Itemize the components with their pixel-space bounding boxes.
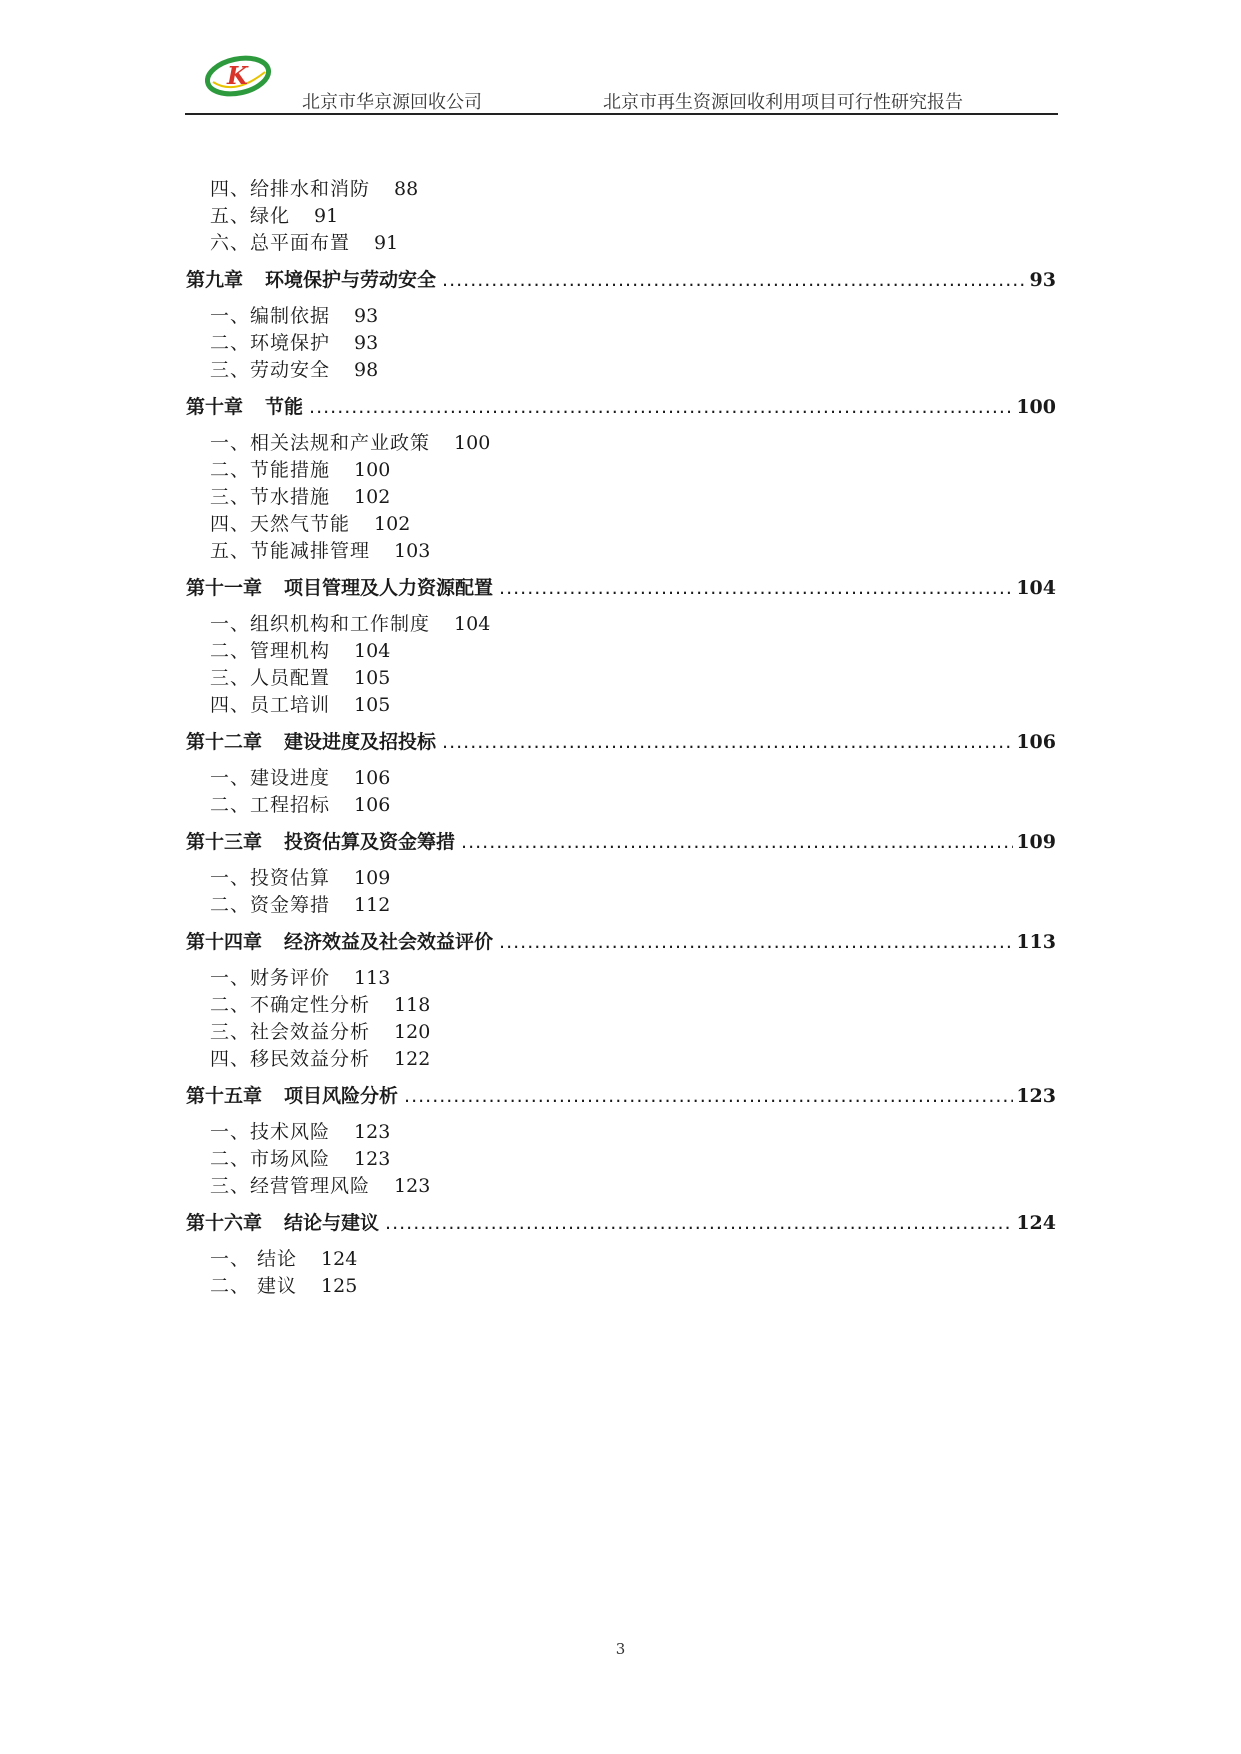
toc-section-label: 五、绿化 xyxy=(210,205,291,227)
toc-section-label: 三、社会效益分析 xyxy=(210,1021,371,1043)
toc-section-page: 102 xyxy=(374,513,411,535)
toc-section-label: 四、给排水和消防 xyxy=(210,178,371,200)
toc-chapter-number: 第十四章 xyxy=(186,931,263,953)
toc-dot-leader xyxy=(309,396,1013,418)
toc-section-item[interactable] xyxy=(186,690,1056,717)
toc-section-page: 113 xyxy=(354,967,391,989)
toc-section-page: 120 xyxy=(394,1021,431,1043)
toc-chapter-entry[interactable] xyxy=(186,392,1056,420)
toc-section-label: 四、移民效益分析 xyxy=(210,1048,371,1070)
toc-section-item[interactable] xyxy=(186,328,1056,355)
toc-chapter-entry[interactable] xyxy=(186,1081,1056,1109)
toc-chapter-title: 项目风险分析 xyxy=(284,1085,399,1107)
toc-chapter-page: 106 xyxy=(1016,731,1056,753)
toc-section-page: 103 xyxy=(394,540,431,562)
toc-chapter-page: 100 xyxy=(1016,396,1056,418)
toc-section-page: 123 xyxy=(354,1148,391,1170)
toc-section-page: 93 xyxy=(354,332,379,354)
toc-section-item[interactable] xyxy=(186,1144,1056,1171)
toc-section-label: 一、 结论 xyxy=(210,1248,298,1270)
toc-section-label: 二、管理机构 xyxy=(210,640,331,662)
toc-chapter-title: 节能 xyxy=(265,396,304,418)
toc-section-item[interactable] xyxy=(186,636,1056,663)
toc-chapter-entry[interactable] xyxy=(186,727,1056,755)
toc-section-item[interactable] xyxy=(186,1244,1056,1271)
toc-section-item[interactable] xyxy=(186,482,1056,509)
toc-section-page: 109 xyxy=(354,867,391,889)
toc-section-page: 93 xyxy=(354,305,379,327)
toc-chapter-page: 93 xyxy=(1029,269,1056,291)
toc-section-label: 三、经营管理风险 xyxy=(210,1175,371,1197)
toc-section-item[interactable] xyxy=(186,455,1056,482)
toc-section-label: 一、建设进度 xyxy=(210,767,331,789)
toc-section-label: 二、环境保护 xyxy=(210,332,331,354)
toc-section-item[interactable] xyxy=(186,1271,1056,1298)
toc-section-page: 104 xyxy=(454,613,491,635)
toc-section-label: 一、组织机构和工作制度 xyxy=(210,613,431,635)
toc-section-item[interactable] xyxy=(186,790,1056,817)
toc-section-label: 一、相关法规和产业政策 xyxy=(210,432,431,454)
toc-section-item[interactable] xyxy=(186,536,1056,563)
toc-chapter-number: 第十六章 xyxy=(186,1212,263,1234)
toc-section-item[interactable] xyxy=(186,1017,1056,1044)
toc-section-item[interactable] xyxy=(186,509,1056,536)
toc-section-page: 91 xyxy=(314,205,339,227)
toc-chapter-title: 投资估算及资金筹措 xyxy=(284,831,456,853)
toc-section-page: 98 xyxy=(354,359,379,381)
toc-section-item[interactable] xyxy=(186,890,1056,917)
toc-chapter-number: 第十章 xyxy=(186,396,244,418)
toc-section-label: 一、技术风险 xyxy=(210,1121,331,1143)
toc-section-page: 125 xyxy=(321,1275,358,1297)
toc-chapter-entry[interactable] xyxy=(186,265,1056,293)
toc-chapter-entry[interactable] xyxy=(186,827,1056,855)
toc-section-label: 一、投资估算 xyxy=(210,867,331,889)
toc-section-label: 一、编制依据 xyxy=(210,305,331,327)
toc-section-page: 100 xyxy=(354,459,391,481)
toc-chapter-page: 104 xyxy=(1016,577,1056,599)
toc-section-page: 112 xyxy=(354,894,391,916)
toc-section-label: 五、节能减排管理 xyxy=(210,540,371,562)
toc-section-item[interactable] xyxy=(186,1044,1056,1071)
toc-section-label: 四、员工培训 xyxy=(210,694,331,716)
toc-section-label: 三、劳动安全 xyxy=(210,359,331,381)
toc-section-page: 122 xyxy=(394,1048,431,1070)
toc-chapter-entry[interactable] xyxy=(186,1208,1056,1236)
toc-chapter-number: 第十三章 xyxy=(186,831,263,853)
page-number: 3 xyxy=(615,1640,626,1658)
toc-section-page: 88 xyxy=(394,178,419,200)
toc-section-page: 105 xyxy=(354,694,391,716)
toc-section-item[interactable] xyxy=(186,609,1056,636)
company-logo xyxy=(205,52,273,98)
toc-chapter-entry[interactable] xyxy=(186,927,1056,955)
toc-chapter-page: 123 xyxy=(1016,1085,1056,1107)
toc-section-label: 二、市场风险 xyxy=(210,1148,331,1170)
toc-section-page: 118 xyxy=(394,994,431,1016)
report-title: 北京市再生资源回收利用项目可行性研究报告 xyxy=(603,92,963,113)
toc-section-item[interactable] xyxy=(186,301,1056,328)
toc-dot-leader xyxy=(404,1085,1013,1107)
toc-section-item[interactable] xyxy=(186,355,1056,382)
toc-chapter-title: 环境保护与劳动安全 xyxy=(265,269,437,291)
toc-section-label: 二、工程招标 xyxy=(210,794,331,816)
toc-chapter-number: 第九章 xyxy=(186,269,244,291)
toc-section-page: 91 xyxy=(374,232,399,254)
toc-section-item[interactable] xyxy=(186,1117,1056,1144)
table-of-contents xyxy=(186,174,1056,1298)
toc-chapter-title: 项目管理及人力资源配置 xyxy=(284,577,494,599)
page-header xyxy=(185,48,1058,116)
toc-section-item[interactable] xyxy=(186,174,1056,201)
logo-letter: K xyxy=(227,61,248,90)
toc-section-item[interactable] xyxy=(186,963,1056,990)
toc-section-item[interactable] xyxy=(186,863,1056,890)
toc-dot-leader xyxy=(499,931,1013,953)
toc-chapter-page: 113 xyxy=(1016,931,1056,953)
toc-section-label: 二、不确定性分析 xyxy=(210,994,371,1016)
toc-section-label: 三、人员配置 xyxy=(210,667,331,689)
toc-section-label: 六、总平面布置 xyxy=(210,232,351,254)
toc-section-label: 三、节水措施 xyxy=(210,486,331,508)
toc-dot-leader xyxy=(442,731,1013,753)
toc-section-item[interactable] xyxy=(186,428,1056,455)
toc-section-page: 100 xyxy=(454,432,491,454)
toc-section-item[interactable] xyxy=(186,1171,1056,1198)
toc-section-page: 105 xyxy=(354,667,391,689)
toc-chapter-number: 第十二章 xyxy=(186,731,263,753)
toc-section-page: 104 xyxy=(354,640,391,662)
toc-dot-leader xyxy=(499,577,1013,599)
toc-section-item[interactable] xyxy=(186,763,1056,790)
toc-section-item[interactable] xyxy=(186,663,1056,690)
company-name: 北京市华京源回收公司 xyxy=(302,92,482,113)
toc-section-page: 123 xyxy=(394,1175,431,1197)
toc-chapter-number: 第十五章 xyxy=(186,1085,263,1107)
toc-chapter-title: 结论与建议 xyxy=(284,1212,380,1234)
toc-section-label: 二、 建议 xyxy=(210,1275,298,1297)
toc-dot-leader xyxy=(442,269,1027,291)
toc-section-page: 123 xyxy=(354,1121,391,1143)
toc-dot-leader xyxy=(461,831,1013,853)
toc-section-label: 四、天然气节能 xyxy=(210,513,351,535)
toc-section-page: 106 xyxy=(354,767,391,789)
toc-chapter-title: 建设进度及招投标 xyxy=(284,731,437,753)
toc-dot-leader xyxy=(385,1212,1013,1234)
toc-chapter-title: 经济效益及社会效益评价 xyxy=(284,931,494,953)
header-rule xyxy=(185,113,1058,115)
toc-section-label: 一、财务评价 xyxy=(210,967,331,989)
toc-section-label: 二、节能措施 xyxy=(210,459,331,481)
toc-section-item[interactable] xyxy=(186,228,1056,255)
toc-chapter-entry[interactable] xyxy=(186,573,1056,601)
toc-section-page: 102 xyxy=(354,486,391,508)
toc-chapter-page: 124 xyxy=(1016,1212,1056,1234)
toc-section-page: 124 xyxy=(321,1248,358,1270)
toc-section-item[interactable] xyxy=(186,201,1056,228)
toc-section-item[interactable] xyxy=(186,990,1056,1017)
toc-section-page: 106 xyxy=(354,794,391,816)
toc-section-label: 二、资金筹措 xyxy=(210,894,331,916)
toc-chapter-page: 109 xyxy=(1016,831,1056,853)
toc-chapter-number: 第十一章 xyxy=(186,577,263,599)
